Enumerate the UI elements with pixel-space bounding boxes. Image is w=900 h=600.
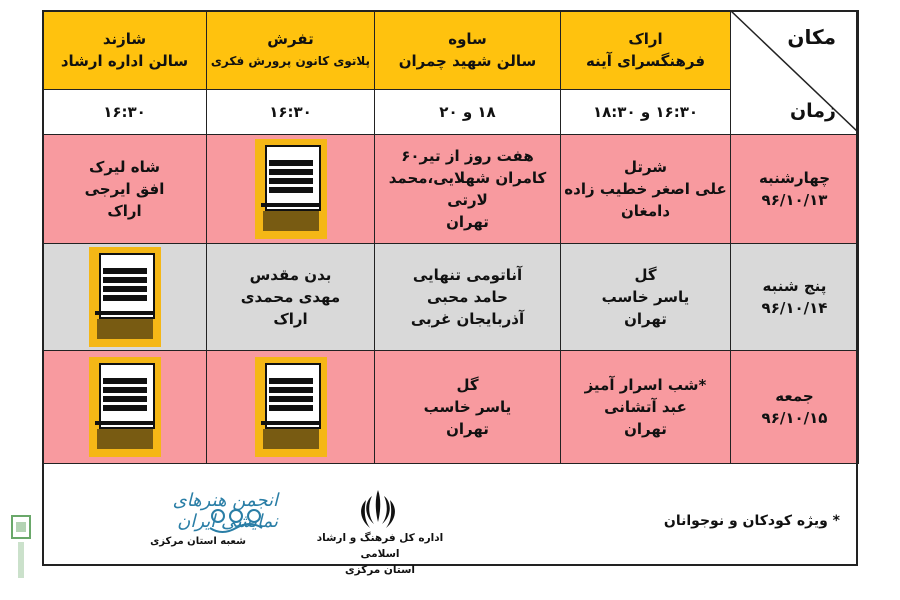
day-date: ۹۶/۱۰/۱۵: [761, 409, 828, 427]
venue-hall: فرهنگسرای آینه: [585, 52, 706, 70]
association-name: انجمن هنرهای نمایشی ایران: [172, 490, 278, 532]
show-city: تهران: [446, 420, 489, 438]
place-label: مکان: [787, 25, 836, 49]
day-name: پنج شنبه: [762, 277, 827, 295]
day-date: ۹۶/۱۰/۱۴: [761, 299, 828, 317]
time-label: زمان: [789, 100, 836, 122]
ministry-text: [300, 530, 460, 578]
show-city: تهران: [446, 213, 489, 231]
children-note: * ویژه کودکان و نوجوانان: [663, 513, 840, 529]
watermark-logo-icon: [6, 512, 36, 582]
show-people: یاسر خاسب: [423, 398, 512, 416]
waves-logo-icon: [208, 506, 264, 536]
show-people: عبد آتشانی: [604, 398, 687, 416]
show-title: آناتومی تنهایی: [412, 266, 523, 284]
venue-city: شازند: [102, 30, 147, 48]
venue-city: ساوه: [448, 30, 487, 48]
show-city: تهران: [624, 420, 667, 438]
show-title: گل: [456, 376, 479, 394]
show-title: *شب اسرار آمیز: [584, 376, 707, 394]
show-title: شرتل: [623, 158, 668, 176]
outer-frame: [42, 10, 858, 566]
venue-city: تفرش: [267, 30, 314, 48]
venue-hall: سالن شهید چمران: [398, 52, 537, 70]
show-title: گل: [634, 266, 657, 284]
ministry-line1: اداره کل فرهنگ و ارشاد اسلامی: [316, 532, 444, 560]
ministry-line2: استان مرکزی: [344, 564, 416, 576]
show-people: مهدی محمدی: [240, 288, 341, 306]
show-city: اراک: [273, 310, 308, 328]
show-city: تهران: [624, 310, 667, 328]
show-people: علی اصغر خطیب زاده: [564, 180, 727, 198]
show-title: شاه لیرک: [89, 158, 160, 176]
time-cell: ۱۸ و ۲۰: [375, 90, 561, 135]
venue-hall: سالن اداره ارشاد: [60, 52, 189, 70]
show-title: هفت روز از تیر۶۰: [401, 147, 534, 165]
time-cell: ۱۶:۳۰: [43, 90, 207, 135]
venue-city: اراک: [628, 30, 663, 48]
show-city: اراک: [107, 202, 142, 220]
show-people: کامران شهلایی،محمد لارتی: [388, 169, 547, 209]
show-people: یاسر خاسب: [601, 288, 690, 306]
day-name: جمعه: [775, 387, 814, 405]
venue-hall: پلاتوی کانون پرورش فکری: [210, 54, 371, 68]
day-date: ۹۶/۱۰/۱۳: [761, 191, 828, 209]
show-city: آذربایجان غربی: [410, 310, 525, 328]
show-title: بدن مقدس: [249, 266, 332, 284]
show-people: حامد محبی: [426, 288, 508, 306]
iran-emblem-icon: [358, 488, 398, 532]
association-branch: شعبه استان مرکزی: [150, 536, 246, 547]
show-city: دامغان: [620, 202, 671, 220]
time-cell: ۱۶:۳۰: [207, 90, 375, 135]
show-people: افق ایرجی: [84, 180, 165, 198]
time-cell: ۱۶:۳۰ و ۱۸:۳۰: [561, 90, 731, 135]
day-name: چهارشنبه: [758, 169, 831, 187]
